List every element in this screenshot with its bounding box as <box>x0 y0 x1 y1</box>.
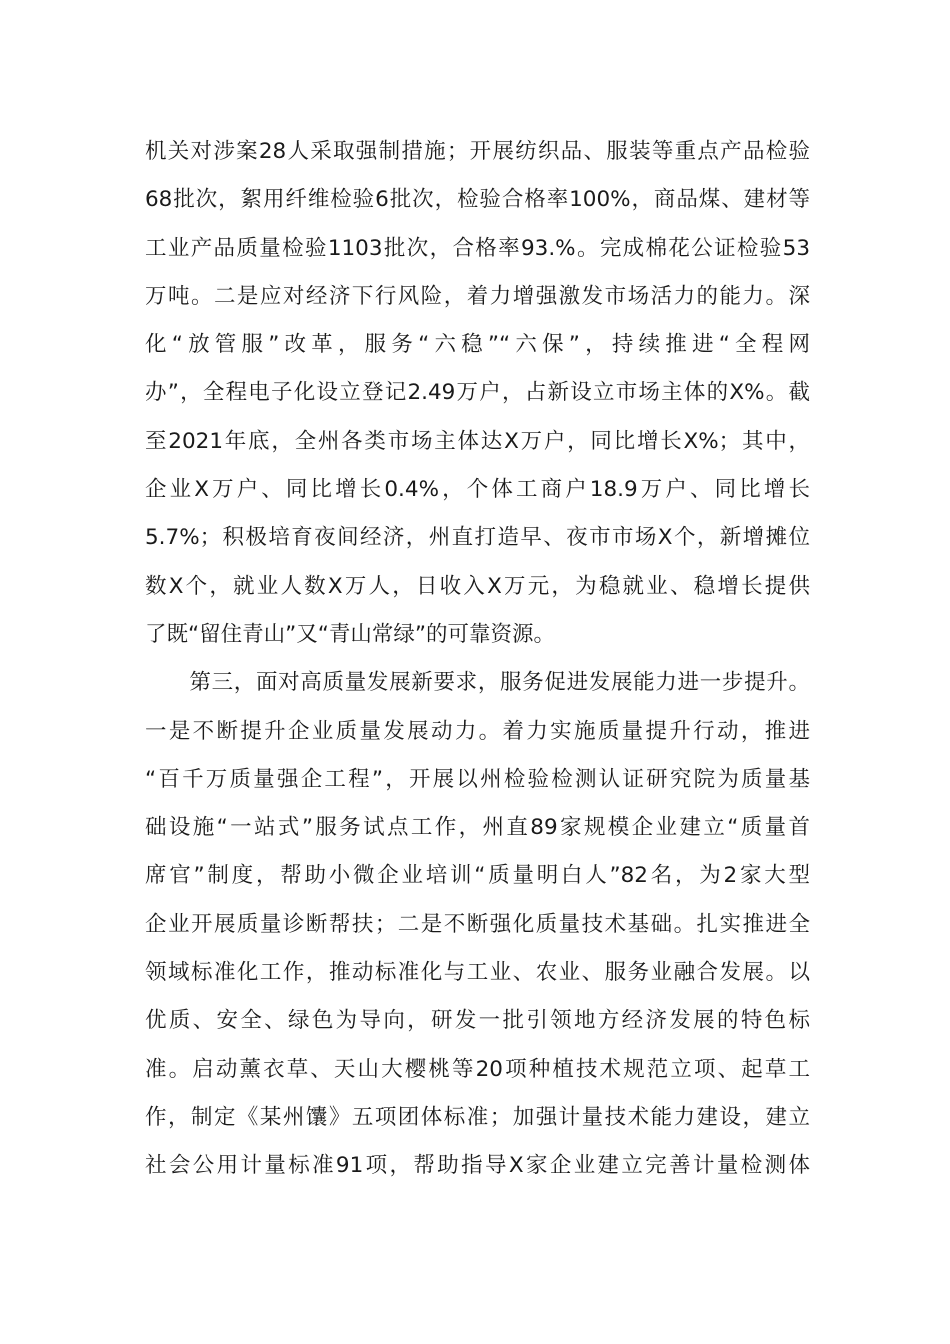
text-line: 准。启动薰衣草、天山大樱桃等20项种植技术规范立项、起草工 <box>145 1056 810 1082</box>
text-line: 优质、安全、绿色为导向，研发一批引领地方经济发展的特色标 <box>145 1008 810 1034</box>
text-line: 办”，全程电子化设立登记2.49万户，占新设立市场主体的X%。截 <box>145 380 810 406</box>
text-line: 至2021年底，全州各类市场主体达X万户，同比增长X%；其中， <box>145 428 810 454</box>
text-line: 础设施“一站式”服务试点工作，州直89家规模企业建立“质量首 <box>145 815 810 841</box>
paragraph-end-line: 了既“留住青山”又“青山常绿”的可靠资源。 <box>145 621 556 647</box>
text-line: 企业X万户、同比增长0.4%，个体工商户18.9万户、同比增长 <box>145 477 810 503</box>
text-line: 数X个，就业人数X万人，日收入X万元，为稳就业、稳增长提供 <box>145 573 810 599</box>
text-line: 5.7%；积极培育夜间经济，州直打造早、夜市市场X个，新增摊位 <box>145 525 810 551</box>
paragraph-first-line: 第三，面对高质量发展新要求，服务促进发展能力进一步提升。 <box>145 670 810 696</box>
text-line: 化“放管服”改革，服务“六稳”“六保”，持续推进“全程网 <box>145 332 810 358</box>
text-line: 工业产品质量检验1103批次，合格率93.%。完成棉花公证检验53 <box>145 235 810 261</box>
text-line: “百千万质量强企工程”，开展以州检验检测认证研究院为质量基 <box>145 766 810 792</box>
body-text <box>145 128 810 1191</box>
text-line: 68批次，絮用纤维检验6批次，检验合格率100%，商品煤、建材等 <box>145 187 810 213</box>
text-line: 社会公用计量标准91项，帮助指导X家企业建立完善计量检测体 <box>145 1153 810 1179</box>
text-line: 企业开展质量诊断帮扶；二是不断强化质量技术基础。扎实推进全 <box>145 911 810 937</box>
text-line: 席官”制度，帮助小微企业培训“质量明白人”82名，为2家大型 <box>145 863 810 889</box>
text-line: 万吨。二是应对经济下行风险，着力增强激发市场活力的能力。深 <box>145 283 810 309</box>
text-line: 机关对涉案28人采取强制措施；开展纺织品、服装等重点产品检验 <box>145 139 810 164</box>
text-line: 一是不断提升企业质量发展动力。着力实施质量提升行动，推进 <box>145 718 810 744</box>
text-line: 作，制定《某州馕》五项团体标准；加强计量技术能力建设，建立 <box>145 1104 810 1130</box>
text-line: 领域标准化工作，推动标准化与工业、农业、服务业融合发展。以 <box>145 960 810 986</box>
